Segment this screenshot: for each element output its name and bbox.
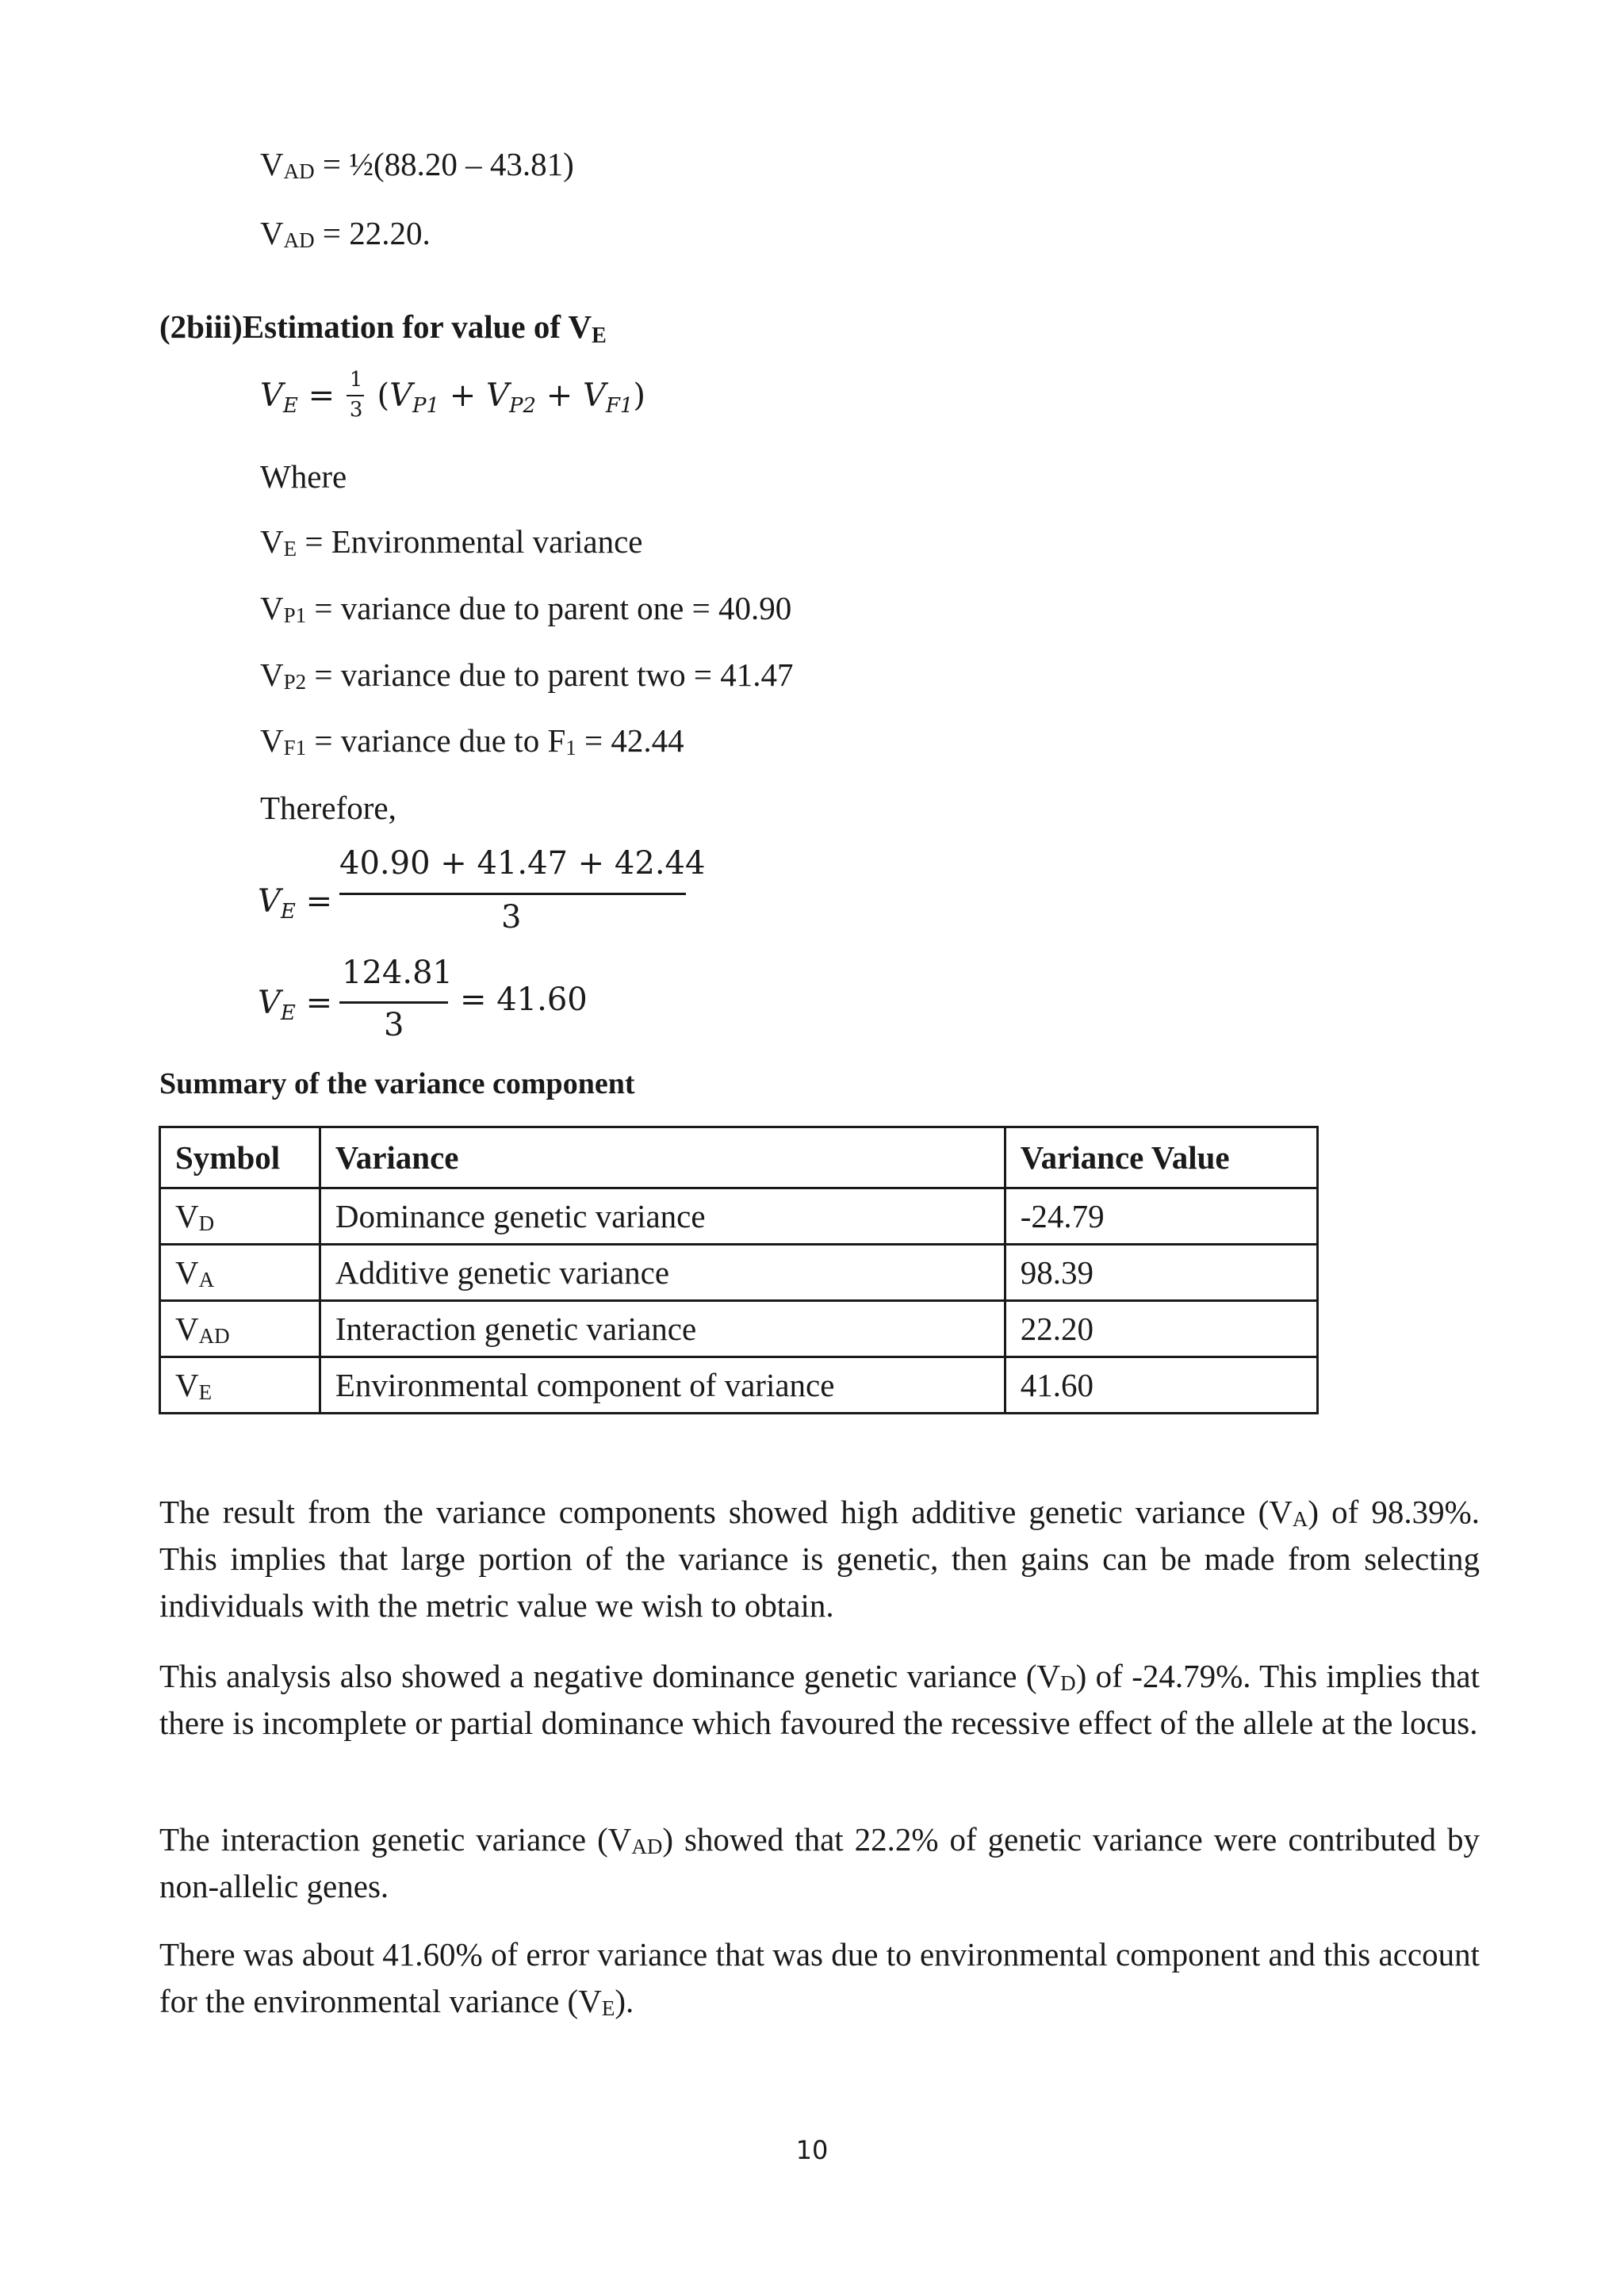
fraction-denominator-1: 3 (501, 899, 522, 936)
definition-vf1: $V_{F1}$ = variance due to $F_1 = 42.44$ (260, 722, 684, 760)
ve-symbol-1: $V_E$ = (258, 883, 333, 924)
value-cell: -24.79 (1005, 1188, 1317, 1245)
variance-cell: Environmental component of variance (320, 1357, 1005, 1414)
symbol-cell: $V_D$ (160, 1188, 320, 1245)
vad-equation-1: $V_{AD}$ = ½(88.20 – 43.81) (260, 146, 574, 183)
table-header-row (160, 1127, 1318, 1188)
variance-cell: Dominance genetic variance (320, 1188, 1005, 1245)
header-symbol: Symbol (160, 1127, 320, 1188)
table-row (160, 1188, 1318, 1245)
table-row (160, 1245, 1318, 1301)
table-row (160, 1357, 1318, 1414)
paragraph-additive: The result from the variance components showed high additive genetic variance $(V_A)$ of 98.39%. This implies that large portion of the variance is genetic, then gains can be made from selecting individuals with the metric value we wish to obtain. (159, 1494, 1480, 1624)
value-cell: 41.60 (1005, 1357, 1317, 1414)
header-variance: Variance (320, 1127, 1005, 1188)
fraction-numerator-1: 40.90 + 41.47 + 42.44 (339, 845, 706, 882)
fraction-numerator-2: 124.81 (342, 955, 453, 991)
ve-symbol-2: $V_E$ = (258, 985, 333, 1025)
fraction-bar-2 (339, 1001, 448, 1004)
value-cell: 22.20 (1005, 1301, 1317, 1357)
fraction-result: = 41.60 (460, 982, 588, 1018)
header-variance-value: Variance Value (1005, 1127, 1317, 1188)
section-heading: (2biii)Estimation for value of $V_E$ (159, 308, 607, 348)
symbol-cell: $V_{AD}$ (160, 1301, 320, 1357)
paragraph-environmental: There was about 41.60% of error variance that was due to environmental component and this account for the environmental variance $(V_E)$. (159, 1936, 1480, 2020)
symbol-cell: $V_A$ (160, 1245, 320, 1301)
ve-formula: $V_E$ = $\frac{1}{3}$ $(V_{P1} + V_{P2} + V_{F1})$ (260, 368, 646, 422)
table-row (160, 1301, 1318, 1357)
where-label: Where (260, 458, 347, 495)
definition-ve: $V_E$ = Environmental variance (260, 523, 643, 561)
variance-summary-table (159, 1126, 1319, 1414)
variance-cell: Additive genetic variance (320, 1245, 1005, 1301)
variance-cell: Interaction genetic variance (320, 1301, 1005, 1357)
symbol-cell: $V_E$ (160, 1357, 320, 1414)
summary-title: Summary of the variance component (159, 1067, 635, 1100)
page-number: 10 (795, 2135, 829, 2165)
therefore-label: Therefore, (260, 790, 396, 826)
fraction-bar-1 (339, 893, 686, 895)
value-cell: 98.39 (1005, 1245, 1317, 1301)
paragraph-interaction: The interaction genetic variance $(V_{AD})$ showed that 22.2% of genetic variance were contributed by non-allelic genes. (159, 1821, 1480, 1904)
paragraph-dominance: This analysis also showed a negative dominance genetic variance $(V_D)$ of -24.79%. This implies that there is incomplete or partial dominance which favoured the recessive effect of the allele at the locus. (159, 1658, 1480, 1741)
definition-vp2: $V_{P2}$ = variance due to parent two = 41.47 (260, 656, 794, 694)
fraction-denominator-2: 3 (384, 1007, 404, 1043)
vad-equation-2: $V_{AD} = 22.20$. (260, 215, 431, 252)
definition-vp1: $V_{P1}$ = variance due to parent one = 40.90 (260, 590, 792, 627)
